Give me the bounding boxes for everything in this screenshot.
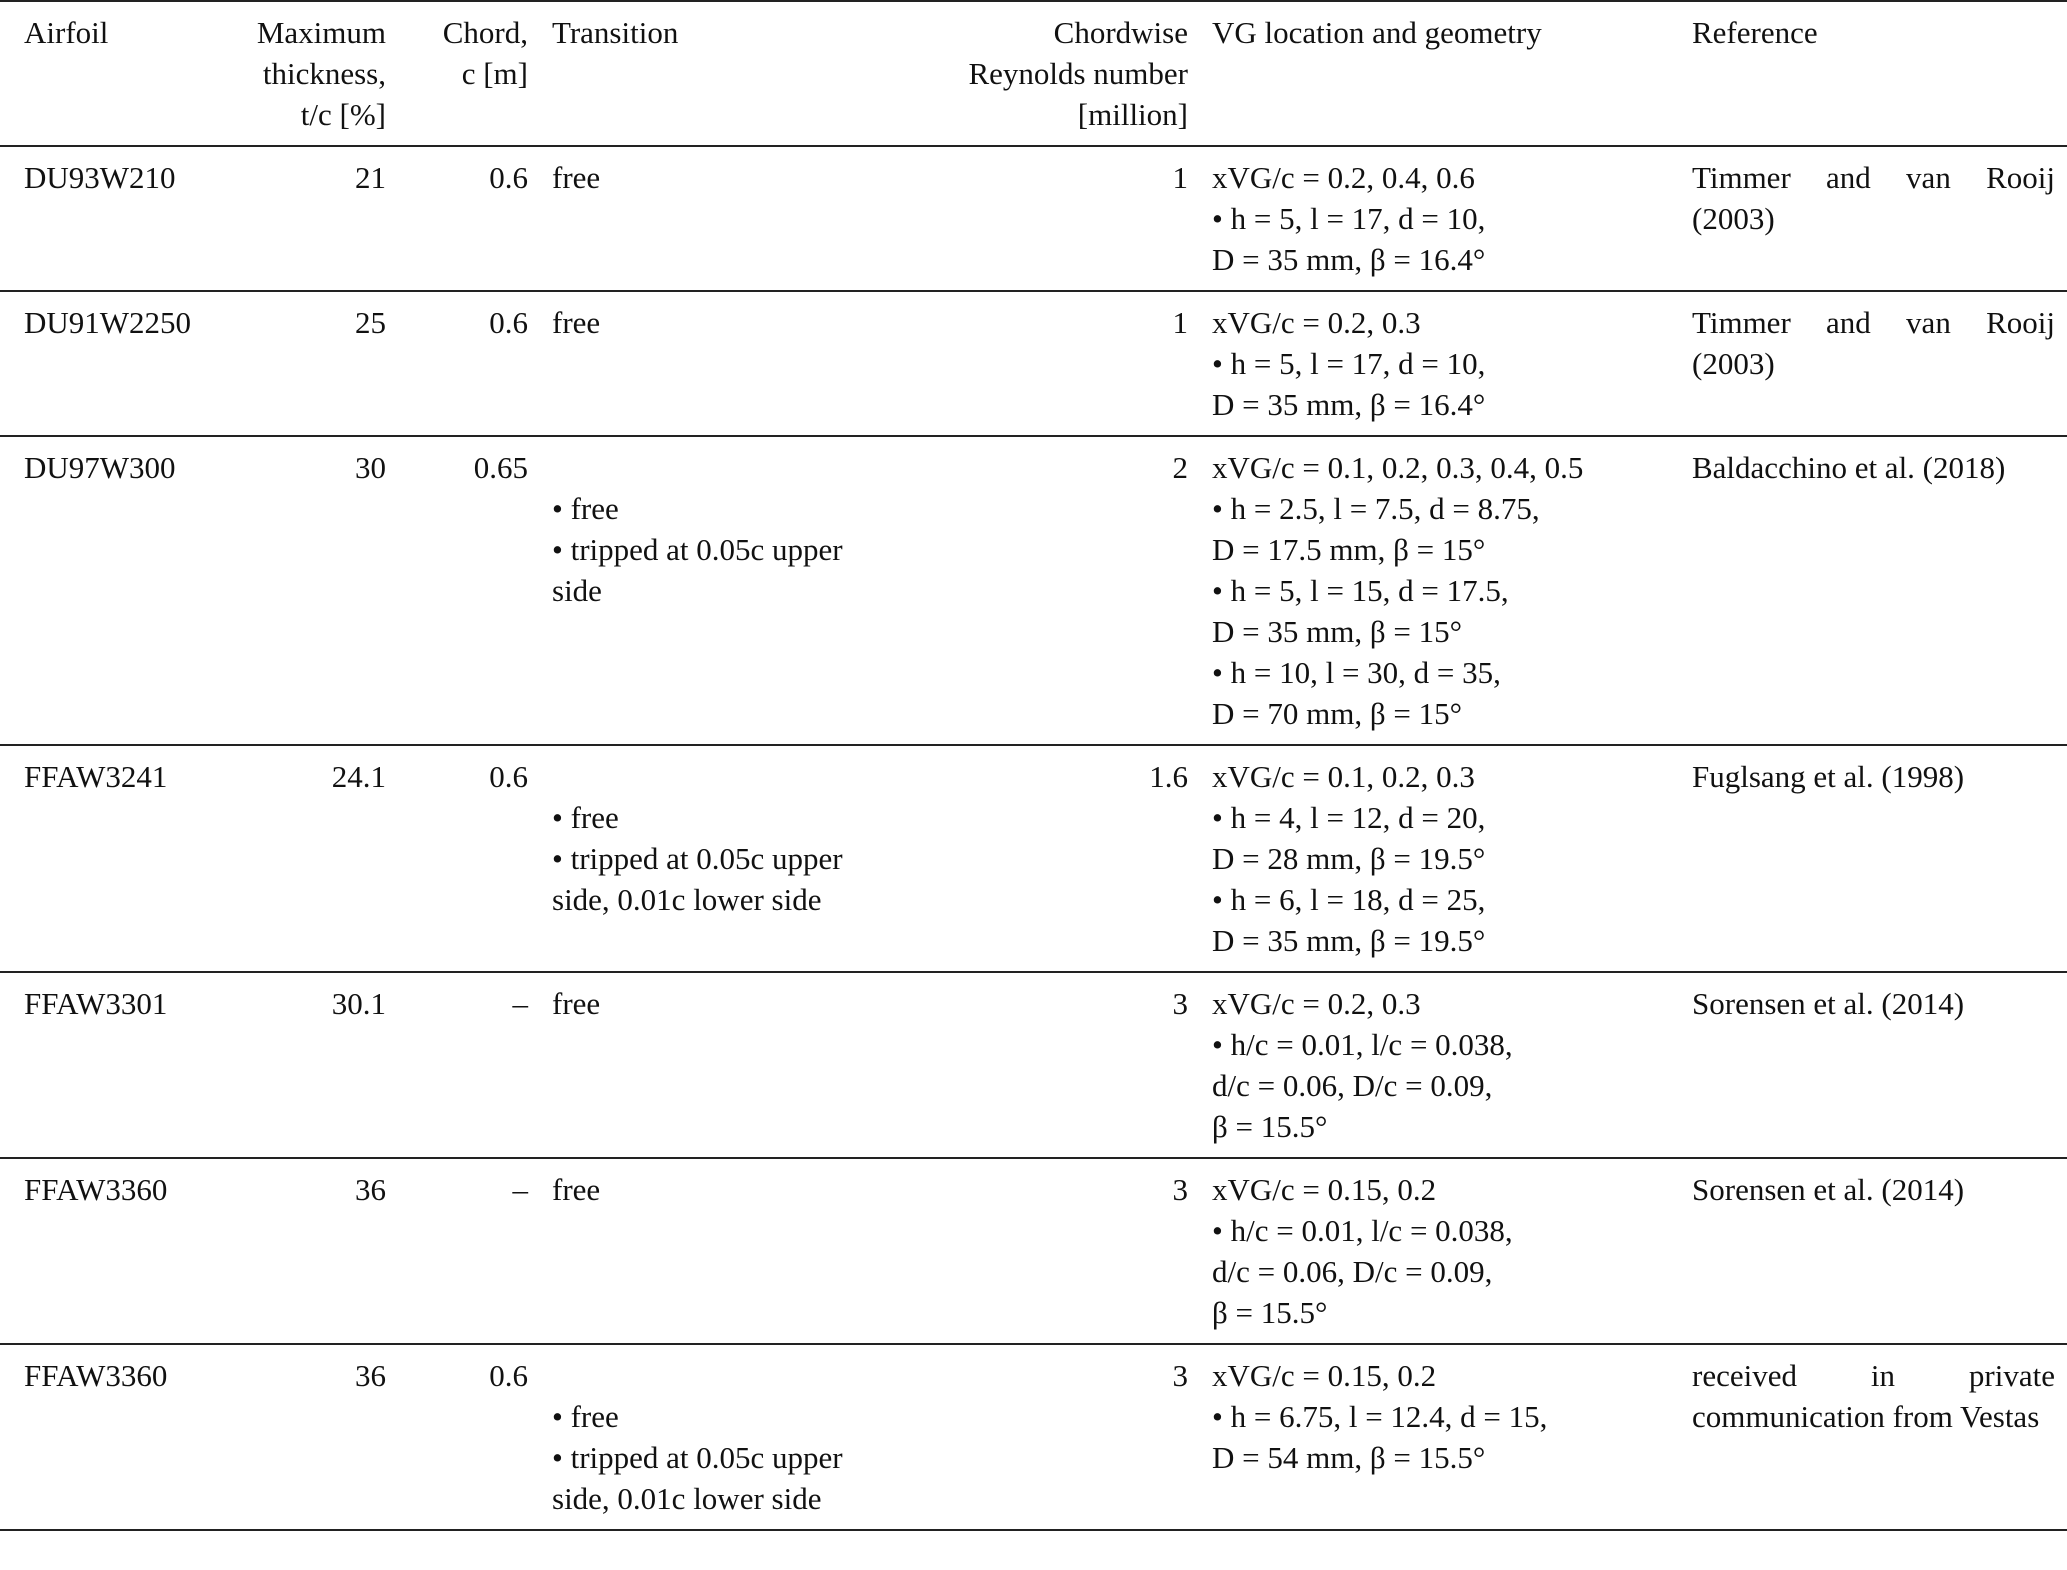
cell-reynolds: 2	[1172, 450, 1188, 485]
transition-line: • tripped at 0.05c upper side, 0.01c lower side	[552, 841, 843, 917]
cell-reference: Sorensen et al. (2014)	[1692, 986, 1965, 1021]
vg-line: D = 35 mm, β = 16.4°	[1212, 242, 1486, 277]
header-thickness-line: thickness,	[262, 56, 386, 91]
cell-vg	[1200, 146, 1680, 291]
cell-airfoil: FFAW3241	[24, 759, 168, 794]
header-airfoil: Airfoil	[24, 15, 109, 50]
vg-line: D = 35 mm, β = 16.4°	[1212, 387, 1486, 422]
header-row	[0, 1, 2067, 146]
transition-line: free	[552, 986, 601, 1021]
cell-reference: Sorensen et al. (2014)	[1692, 1172, 1965, 1207]
cell-thickness: 25	[355, 305, 386, 340]
cell-airfoil: FFAW3301	[24, 986, 168, 1021]
vg-line: • h = 5, l = 17, d = 10,	[1212, 346, 1486, 381]
cell-reference: Baldacchino et al. (2018)	[1692, 450, 2006, 485]
cell-chord: –	[512, 986, 528, 1021]
header-reynolds	[880, 1, 1200, 146]
cell-airfoil: DU91W2250	[24, 305, 192, 340]
transition-line: • free	[552, 491, 619, 526]
transition-line: • tripped at 0.05c upper side	[552, 532, 843, 608]
vg-line: D = 70 mm, β = 15°	[1212, 696, 1462, 731]
vg-line: D = 17.5 mm, β = 15°	[1212, 532, 1486, 567]
table-row	[0, 291, 2067, 436]
cell-chord: –	[512, 1172, 528, 1207]
vg-line: D = 35 mm, β = 15°	[1212, 614, 1462, 649]
cell-reynolds: 1.6	[1149, 759, 1188, 794]
cell-reynolds: 1	[1172, 160, 1188, 195]
table-row	[0, 745, 2067, 972]
vg-line: • h = 10, l = 30, d = 35,	[1212, 655, 1501, 690]
cell-reference: Timmer and van Rooij (2003)	[1692, 305, 2055, 381]
header-thickness	[206, 1, 398, 146]
cell-reference: Fuglsang et al. (1998)	[1692, 759, 1965, 794]
header-vg: VG location and geometry	[1212, 15, 1542, 50]
vg-line: xVG/c = 0.15, 0.2	[1212, 1358, 1437, 1393]
transition-line: free	[552, 1172, 601, 1207]
cell-thickness: 30.1	[331, 986, 386, 1021]
cell-transition	[540, 146, 880, 291]
header-thickness-line: Maximum	[256, 15, 386, 50]
cell-transition	[540, 436, 880, 745]
vg-line: • h = 4, l = 12, d = 20,	[1212, 800, 1486, 835]
cell-vg	[1200, 1158, 1680, 1344]
table-row	[0, 1158, 2067, 1344]
cell-chord: 0.6	[489, 759, 528, 794]
vg-line: xVG/c = 0.1, 0.2, 0.3, 0.4, 0.5	[1212, 450, 1584, 485]
transition-line: free	[552, 305, 601, 340]
cell-airfoil: FFAW3360	[24, 1172, 168, 1207]
transition-spacer	[552, 756, 868, 797]
cell-reynolds: 3	[1172, 1172, 1188, 1207]
cell-thickness: 36	[355, 1358, 386, 1393]
header-chord-line: Chord,	[442, 15, 528, 50]
cell-vg	[1200, 745, 1680, 972]
vg-line: xVG/c = 0.2, 0.4, 0.6	[1212, 160, 1475, 195]
vg-line: D = 35 mm, β = 19.5°	[1212, 923, 1486, 958]
vg-line: • h = 6, l = 18, d = 25,	[1212, 882, 1486, 917]
header-thickness-line: t/c [%]	[300, 97, 386, 132]
vg-line: d/c = 0.06, D/c = 0.09,	[1212, 1068, 1493, 1103]
header-chord	[398, 1, 540, 146]
cell-thickness: 36	[355, 1172, 386, 1207]
vg-line: D = 28 mm, β = 19.5°	[1212, 841, 1486, 876]
vg-line: • h = 5, l = 15, d = 17.5,	[1212, 573, 1509, 608]
transition-line: • tripped at 0.05c upper side, 0.01c lower side	[552, 1440, 843, 1516]
header-reynolds-line: [million]	[1077, 97, 1188, 132]
vg-line: • h = 2.5, l = 7.5, d = 8.75,	[1212, 491, 1540, 526]
cell-transition	[540, 972, 880, 1158]
cell-reference: Timmer and van Rooij (2003)	[1692, 160, 2055, 236]
transition-line: • free	[552, 1399, 619, 1434]
cell-thickness: 24.1	[331, 759, 386, 794]
transition-spacer	[552, 447, 868, 488]
header-transition: Transition	[552, 15, 679, 50]
table-row	[0, 972, 2067, 1158]
cell-airfoil: DU97W300	[24, 450, 176, 485]
cell-chord: 0.6	[489, 160, 528, 195]
table-body	[0, 146, 2067, 1530]
cell-reference: received in private communication from Vestas	[1692, 1358, 2055, 1434]
vg-line: xVG/c = 0.1, 0.2, 0.3	[1212, 759, 1475, 794]
vg-line: • h/c = 0.01, l/c = 0.038,	[1212, 1027, 1513, 1062]
cell-vg	[1200, 291, 1680, 436]
cell-reynolds: 1	[1172, 305, 1188, 340]
transition-line: free	[552, 160, 601, 195]
transition-line: • free	[552, 800, 619, 835]
vg-line: d/c = 0.06, D/c = 0.09,	[1212, 1254, 1493, 1289]
transition-spacer	[552, 1355, 868, 1396]
cell-chord: 0.6	[489, 1358, 528, 1393]
vg-line: • h = 6.75, l = 12.4, d = 15,	[1212, 1399, 1548, 1434]
cell-thickness: 30	[355, 450, 386, 485]
vg-line: xVG/c = 0.2, 0.3	[1212, 986, 1421, 1021]
vg-line: • h/c = 0.01, l/c = 0.038,	[1212, 1213, 1513, 1248]
header-reference: Reference	[1692, 15, 1818, 50]
cell-vg	[1200, 436, 1680, 745]
vg-line: β = 15.5°	[1212, 1109, 1328, 1144]
cell-reynolds: 3	[1172, 986, 1188, 1021]
header-chord-line: c [m]	[461, 56, 528, 91]
cell-transition	[540, 1158, 880, 1344]
cell-airfoil: DU93W210	[24, 160, 176, 195]
cell-reynolds: 3	[1172, 1358, 1188, 1393]
table-row	[0, 1344, 2067, 1530]
cell-airfoil: FFAW3360	[24, 1358, 168, 1393]
cell-vg	[1200, 972, 1680, 1158]
vg-line: β = 15.5°	[1212, 1295, 1328, 1330]
cell-thickness: 21	[355, 160, 386, 195]
vg-line: • h = 5, l = 17, d = 10,	[1212, 201, 1486, 236]
vg-line: D = 54 mm, β = 15.5°	[1212, 1440, 1486, 1475]
vg-line: xVG/c = 0.15, 0.2	[1212, 1172, 1437, 1207]
vg-line: xVG/c = 0.2, 0.3	[1212, 305, 1421, 340]
table-header	[0, 1, 2067, 146]
table-row	[0, 146, 2067, 291]
cell-chord: 0.6	[489, 305, 528, 340]
cell-chord: 0.65	[473, 450, 528, 485]
cell-transition	[540, 1344, 880, 1530]
cell-vg	[1200, 1344, 1680, 1530]
table-row	[0, 436, 2067, 745]
header-reynolds-line: Chordwise	[1053, 15, 1188, 50]
cell-transition	[540, 291, 880, 436]
header-reynolds-line: Reynolds number	[968, 56, 1188, 91]
cell-transition	[540, 745, 880, 972]
